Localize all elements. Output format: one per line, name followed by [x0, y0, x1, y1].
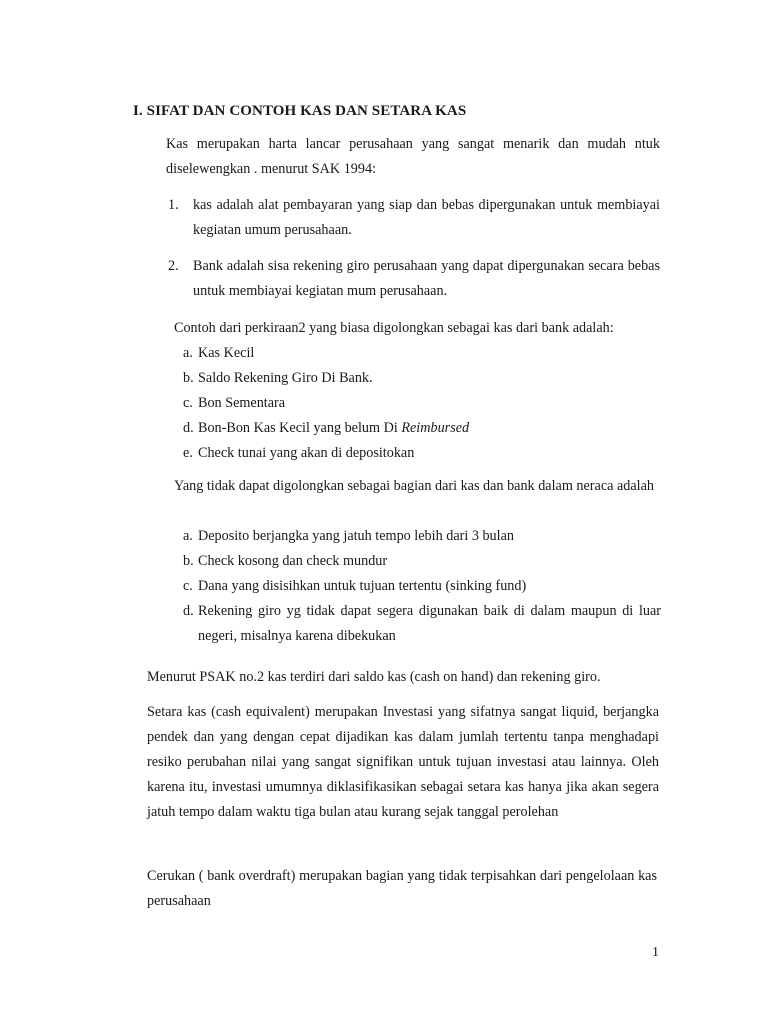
list-marker: b. — [183, 370, 194, 386]
page-number: 1 — [652, 945, 659, 960]
list-item-text: Bon-Bon Kas Kecil yang belum Di — [198, 420, 402, 436]
list-item-text-wrapper — [198, 416, 661, 441]
section-heading: I. SIFAT DAN CONTOH KAS DAN SETARA KAS — [133, 103, 467, 119]
list-item — [183, 341, 661, 366]
exclusions-lead: Yang tidak dapat digolongkan sebagai bagian dari kas dan bank dalam neraca adalah — [174, 478, 654, 494]
cerukan-paragraph: Cerukan ( bank overdraft) merupakan bagian yang tidak terpisahkan dari pengelolaan kas perusahaan — [147, 868, 657, 909]
list-marker: a. — [183, 345, 193, 361]
definition-item — [168, 193, 660, 243]
list-item — [183, 441, 661, 466]
list-item — [183, 599, 661, 649]
definition-text: Bank adalah sisa rekening giro perusahaan yang dapat dipergunakan secara bebas untuk membiayai kegiatan mum perusahaan. — [193, 258, 660, 299]
definition-item — [168, 254, 660, 304]
list-item-text: Deposito berjangka yang jatuh tempo lebih dari 3 bulan — [198, 528, 514, 544]
list-marker: a. — [183, 528, 193, 544]
definition-marker: 2. — [168, 258, 179, 274]
setara-kas-paragraph: Setara kas (cash equivalent) merupakan Investasi yang sifatnya sangat liquid, berjangka pendek dan yang dengan cepat dijadikan kas dalam jumlah tertentu tanpa menghadapi resiko perubahan nilai yang sangat signifikan untuk tujuan investasi atau lainnya. Oleh karena itu, investasi umumnya diklasifikasikan sebagai setara kas hanya jika akan segera jatuh tempo dalam waktu tiga bulan atau kurang sejak tanggal perolehan — [147, 704, 659, 820]
list-item-text: Saldo Rekening Giro Di Bank. — [198, 370, 373, 386]
definition-text: kas adalah alat pembayaran yang siap dan bebas dipergunakan untuk membiayai kegiatan umum perusahaan. — [193, 197, 660, 238]
list-marker: d. — [183, 603, 194, 619]
list-item-text: Bon Sementara — [198, 395, 286, 411]
list-item — [183, 416, 661, 441]
list-item-text: Check tunai yang akan di depositokan — [198, 445, 415, 461]
psak-paragraph: Menurut PSAK no.2 kas terdiri dari saldo kas (cash on hand) dan rekening giro. — [147, 669, 601, 685]
list-item — [183, 574, 661, 599]
list-marker: e. — [183, 445, 193, 461]
list-item — [183, 391, 661, 416]
list-item — [183, 366, 661, 391]
list-item-text: Kas Kecil — [198, 345, 255, 361]
list-item-text: Dana yang disisihkan untuk tujuan tertentu (sinking fund) — [198, 578, 527, 594]
examples-list — [183, 341, 661, 466]
italic-term: Reimbursed — [401, 420, 470, 436]
list-marker: c. — [183, 395, 193, 411]
intro-paragraph: Kas merupakan harta lancar perusahaan yang sangat menarik dan mudah ntuk diselewengkan . menurut SAK 1994: — [166, 136, 660, 177]
list-marker: c. — [183, 578, 193, 594]
list-marker: b. — [183, 553, 194, 569]
definition-marker: 1. — [168, 197, 179, 213]
examples-lead: Contoh dari perkiraan2 yang biasa digolongkan sebagai kas dari bank adalah: — [174, 320, 614, 336]
list-item-text: Rekening giro yg tidak dapat segera digunakan baik di dalam maupun di luar negeri, misalnya karena dibekukan — [198, 603, 661, 644]
list-marker: d. — [183, 420, 194, 436]
exclusions-list — [183, 524, 661, 649]
list-item — [183, 549, 661, 574]
list-item — [183, 524, 661, 549]
list-item-text: Check kosong dan check mundur — [198, 553, 388, 569]
